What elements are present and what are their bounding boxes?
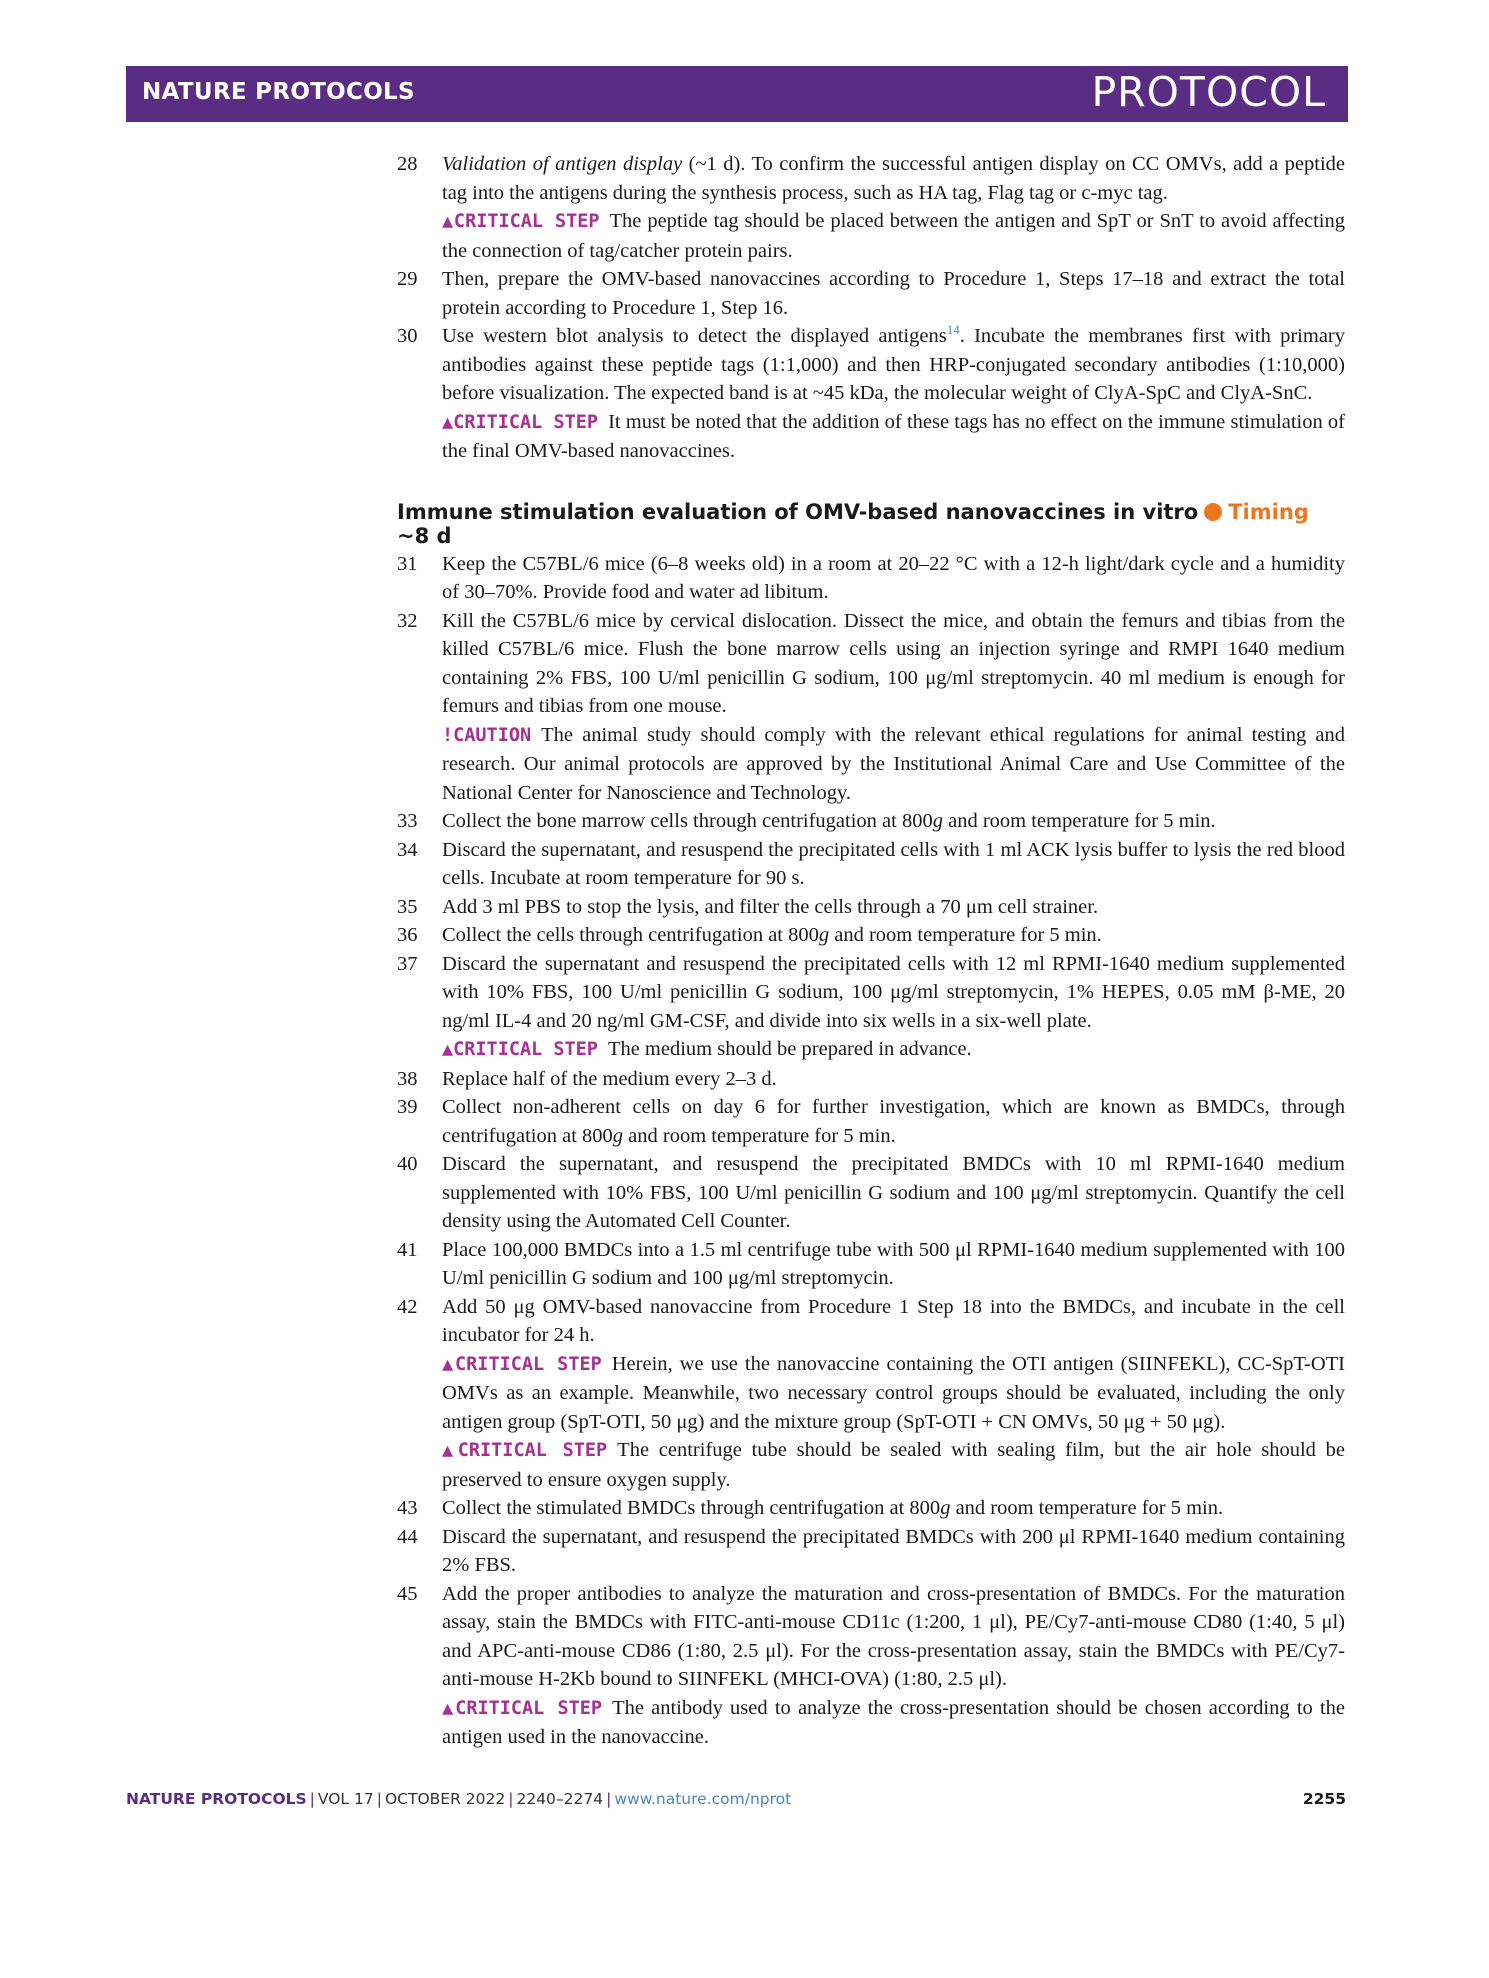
timing-value: ~8 d <box>397 523 452 548</box>
footer-journal: NATURE PROTOCOLS <box>126 1790 307 1808</box>
step-44 <box>397 1523 1345 1580</box>
step-text: Place 100,000 BMDCs into a 1.5 ml centrifuge tube with 500 μl RPMI-1640 medium supplemented with 100 U/ml penicillin G sodium and 100 μg/ml streptomycin. <box>442 1238 1345 1289</box>
critical-step-label: ▲CRITICAL STEP <box>442 411 599 433</box>
caution-label: !CAUTION <box>442 724 532 746</box>
critical-step-note <box>442 207 1345 265</box>
step-number: 39 <box>397 1096 418 1118</box>
step-30 <box>397 322 1345 466</box>
step-title: Validation of antigen display <box>442 153 683 175</box>
footer-pages: 2240–2274 <box>516 1790 604 1808</box>
step-number: 29 <box>397 268 418 290</box>
article-type: PROTOCOL <box>1091 68 1326 116</box>
step-number: 45 <box>397 1582 418 1605</box>
journal-header-bar <box>126 66 1348 122</box>
step-35 <box>397 893 1345 922</box>
footer-citation <box>126 1790 791 1808</box>
step-text: Discard the supernatant, and resuspend the precipitated cells with 1 ml ACK lysis buffer to lysis the red blood cells. Incubate at room temperature for 90 s. <box>442 838 1345 889</box>
page-number: 2255 <box>1302 1790 1346 1808</box>
step-text: Replace half of the medium every 2–3 d. <box>442 1067 777 1090</box>
footer-date: OCTOBER 2022 <box>384 1790 506 1808</box>
step-number: 28 <box>397 153 418 175</box>
critical-step-text: Herein, we use the nanovaccine containing the OTI antigen (SIINFEKL), CC-SpT-OTI OMVs as an example. Meanwhile, two necessary control groups should be evaluated, including the only antigen group (SpT-OTI, 50 μg) and the mixture group (SpT-OTI + CN OMVs, 50 μg + 50 μg). <box>442 1352 1345 1433</box>
step-number: 41 <box>397 1238 418 1261</box>
critical-step-label: ▲CRITICAL STEP <box>442 1353 602 1375</box>
step-text: Kill the C57BL/6 mice by cervical dislocation. Dissect the mice, and obtain the femurs and tibias from the killed C57BL/6 mice. Flush the bone marrow cells using an injection syringe and RMPI 1640 medium containing 2% FBS, 100 U/ml penicillin G sodium, 100 μg/ml streptomycin. 40 ml medium is enough for femurs and tibias from one mouse. <box>442 609 1345 717</box>
step-43 <box>397 1494 1345 1523</box>
step-33 <box>397 807 1345 836</box>
section-title: Immune stimulation evaluation of OMV-based nanovaccines in vitro <box>397 499 1199 524</box>
step-40 <box>397 1150 1345 1236</box>
step-42 <box>397 1293 1345 1495</box>
step-number: 37 <box>397 952 418 975</box>
step-text: and room temperature for 5 min. <box>950 1497 1224 1519</box>
critical-step-label: ▲CRITICAL STEP <box>442 1440 608 1461</box>
step-39 <box>397 1093 1345 1150</box>
step-number: 33 <box>397 810 418 832</box>
critical-step-note <box>442 1035 1345 1065</box>
step-number: 38 <box>397 1067 418 1090</box>
step-number: 36 <box>397 924 418 946</box>
step-number: 44 <box>397 1525 418 1548</box>
footer-separator: | <box>508 1790 514 1808</box>
step-number: 32 <box>397 609 418 632</box>
step-number: 34 <box>397 838 418 861</box>
caution-text: The animal study should comply with the relevant ethical regulations for animal testing and research. Our animal protocols are approved by the Institutional Animal Care and Use Committee of the National Center for Nanoscience and Technology. <box>442 723 1345 804</box>
step-number: 42 <box>397 1295 418 1318</box>
step-text: Discard the supernatant, and resuspend the precipitated BMDCs with 10 ml RPMI-1640 medium supplemented with 10% FBS, 100 U/ml penicillin G sodium and 100 μg/ml streptomycin. Quantify the cell density using the Automated Cell Counter. <box>442 1153 1345 1232</box>
step-34 <box>397 836 1345 893</box>
step-text: Keep the C57BL/6 mice (6–8 weeks old) in a room at 20–22 °C with a 12-h light/dark cycle and a humidity of 30–70%. Provide food and water ad libitum. <box>442 552 1345 603</box>
step-29 <box>397 265 1345 322</box>
critical-step-note <box>442 408 1345 466</box>
critical-step-label: ▲CRITICAL STEP <box>442 211 600 232</box>
g-unit: g <box>932 810 943 832</box>
step-37 <box>397 950 1345 1065</box>
step-text: Discard the supernatant, and resuspend the precipitated BMDCs with 200 μl RPMI-1640 medium containing 2% FBS. <box>442 1525 1345 1576</box>
step-text: . Incubate the membranes first with primary antibodies against these peptide tags (1:1,000) and then HRP-conjugated secondary antibodies (1:10,000) before visualization. The expected band is at ~45 kDa, the molecular weight of ClyA-SpC and ClyA-SnC. <box>442 325 1346 404</box>
step-text: Collect non-adherent cells on day 6 for further investigation, which are known as BMDCs, through centrifugation at 800 <box>442 1096 1345 1147</box>
section-heading <box>397 500 1345 548</box>
footer-volume: VOL 17 <box>317 1790 374 1808</box>
step-text: Then, prepare the OMV-based nanovaccines according to Procedure 1, Steps 17–18 and extract the total protein according to Procedure 1, Step 16. <box>442 268 1345 319</box>
step-text: Add the proper antibodies to analyze the maturation and cross-presentation of BMDCs. For the maturation assay, stain the BMDCs with FITC-anti-mouse CD11c (1:200, 1 μl), PE/Cy7-anti-mouse CD80 (1:40, 5 μl) and APC-anti-mouse CD86 (1:80, 2.5 μl). For the cross-presentation assay, stain the BMDCs with PE/Cy7-anti-mouse H-2Kb bound to SIINFEKL (MHCI-OVA) (1:80, 2.5 μl). <box>442 1582 1345 1690</box>
step-text: Add 3 ml PBS to stop the lysis, and filter the cells through a 70 μm cell strainer. <box>442 895 1099 918</box>
step-28 <box>397 150 1345 265</box>
step-38 <box>397 1065 1345 1094</box>
g-unit: g <box>940 1497 951 1519</box>
step-41 <box>397 1236 1345 1293</box>
step-text: and room temperature for 5 min. <box>829 924 1102 946</box>
step-32 <box>397 607 1345 808</box>
step-number: 35 <box>397 895 418 918</box>
step-text: Collect the stimulated BMDCs through centrifugation at 800 <box>442 1497 941 1519</box>
step-36 <box>397 921 1345 950</box>
footer-separator: | <box>376 1790 382 1808</box>
step-number: 40 <box>397 1153 418 1175</box>
g-unit: g <box>612 1124 624 1147</box>
step-text: Collect the cells through centrifugation at 800 <box>442 924 819 946</box>
step-number: 43 <box>397 1497 418 1519</box>
step-31 <box>397 550 1345 607</box>
footer-url-link[interactable]: www.nature.com/nprot <box>614 1790 792 1808</box>
timing-dot-icon <box>1204 503 1222 521</box>
footer-separator: | <box>309 1790 315 1808</box>
step-text: and room temperature for 5 min. <box>942 810 1216 832</box>
step-text: Collect the bone marrow cells through centrifugation at 800 <box>442 810 933 832</box>
caution-note <box>442 721 1345 808</box>
step-number: 30 <box>397 325 418 347</box>
g-unit: g <box>818 924 830 946</box>
critical-step-text: It must be noted that the addition of these tags has no effect on the immune stimulation of the final OMV-based nanovaccines. <box>442 410 1345 462</box>
step-45 <box>397 1580 1345 1752</box>
main-content <box>397 150 1345 1752</box>
step-text: Use western blot analysis to detect the displayed antigens <box>442 325 947 347</box>
critical-step-text: The medium should be prepared in advance. <box>607 1038 972 1060</box>
critical-step-label: ▲CRITICAL STEP <box>442 1697 603 1719</box>
critical-step-text: The peptide tag should be placed between the antigen and SpT or SnT to avoid affecting the connection of tag/catcher protein pairs. <box>442 210 1345 262</box>
step-text: and room temperature for 5 min. <box>623 1124 896 1147</box>
critical-step-note <box>442 1350 1345 1437</box>
footer-separator: | <box>606 1790 612 1808</box>
critical-step-label: ▲CRITICAL STEP <box>442 1039 598 1060</box>
critical-step-note <box>442 1694 1345 1752</box>
step-text: Add 50 μg OMV-based nanovaccine from Procedure 1 Step 18 into the BMDCs, and incubate in the cell incubator for 24 h. <box>442 1295 1345 1346</box>
step-text: (~1 d). To confirm the successful antigen display on CC OMVs, add a peptide tag into the antigens during the synthesis process, such as HA tag, Flag tag or c-myc tag. <box>442 153 1345 204</box>
journal-name: NATURE PROTOCOLS <box>142 79 415 105</box>
reference-link[interactable]: 14 <box>946 322 960 338</box>
critical-step-text: The antibody used to analyze the cross-presentation should be chosen according to the antigen used in the nanovaccine. <box>442 1696 1345 1748</box>
timing-label: Timing <box>1228 499 1309 524</box>
step-text: Discard the supernatant and resuspend the precipitated cells with 12 ml RPMI-1640 medium supplemented with 10% FBS, 100 U/ml penicillin G sodium, 100 μg/ml streptomycin, 1% HEPES, 0.05 mM β-ME, 20 ng/ml IL-4 and 20 ng/ml GM-CSF, and divide into six wells in a six-well plate. <box>442 952 1345 1032</box>
critical-step-note <box>442 1436 1345 1494</box>
step-number: 31 <box>397 552 418 575</box>
critical-step-text: The centrifuge tube should be sealed with sealing film, but the air hole should be preserved to ensure oxygen supply. <box>442 1439 1345 1491</box>
